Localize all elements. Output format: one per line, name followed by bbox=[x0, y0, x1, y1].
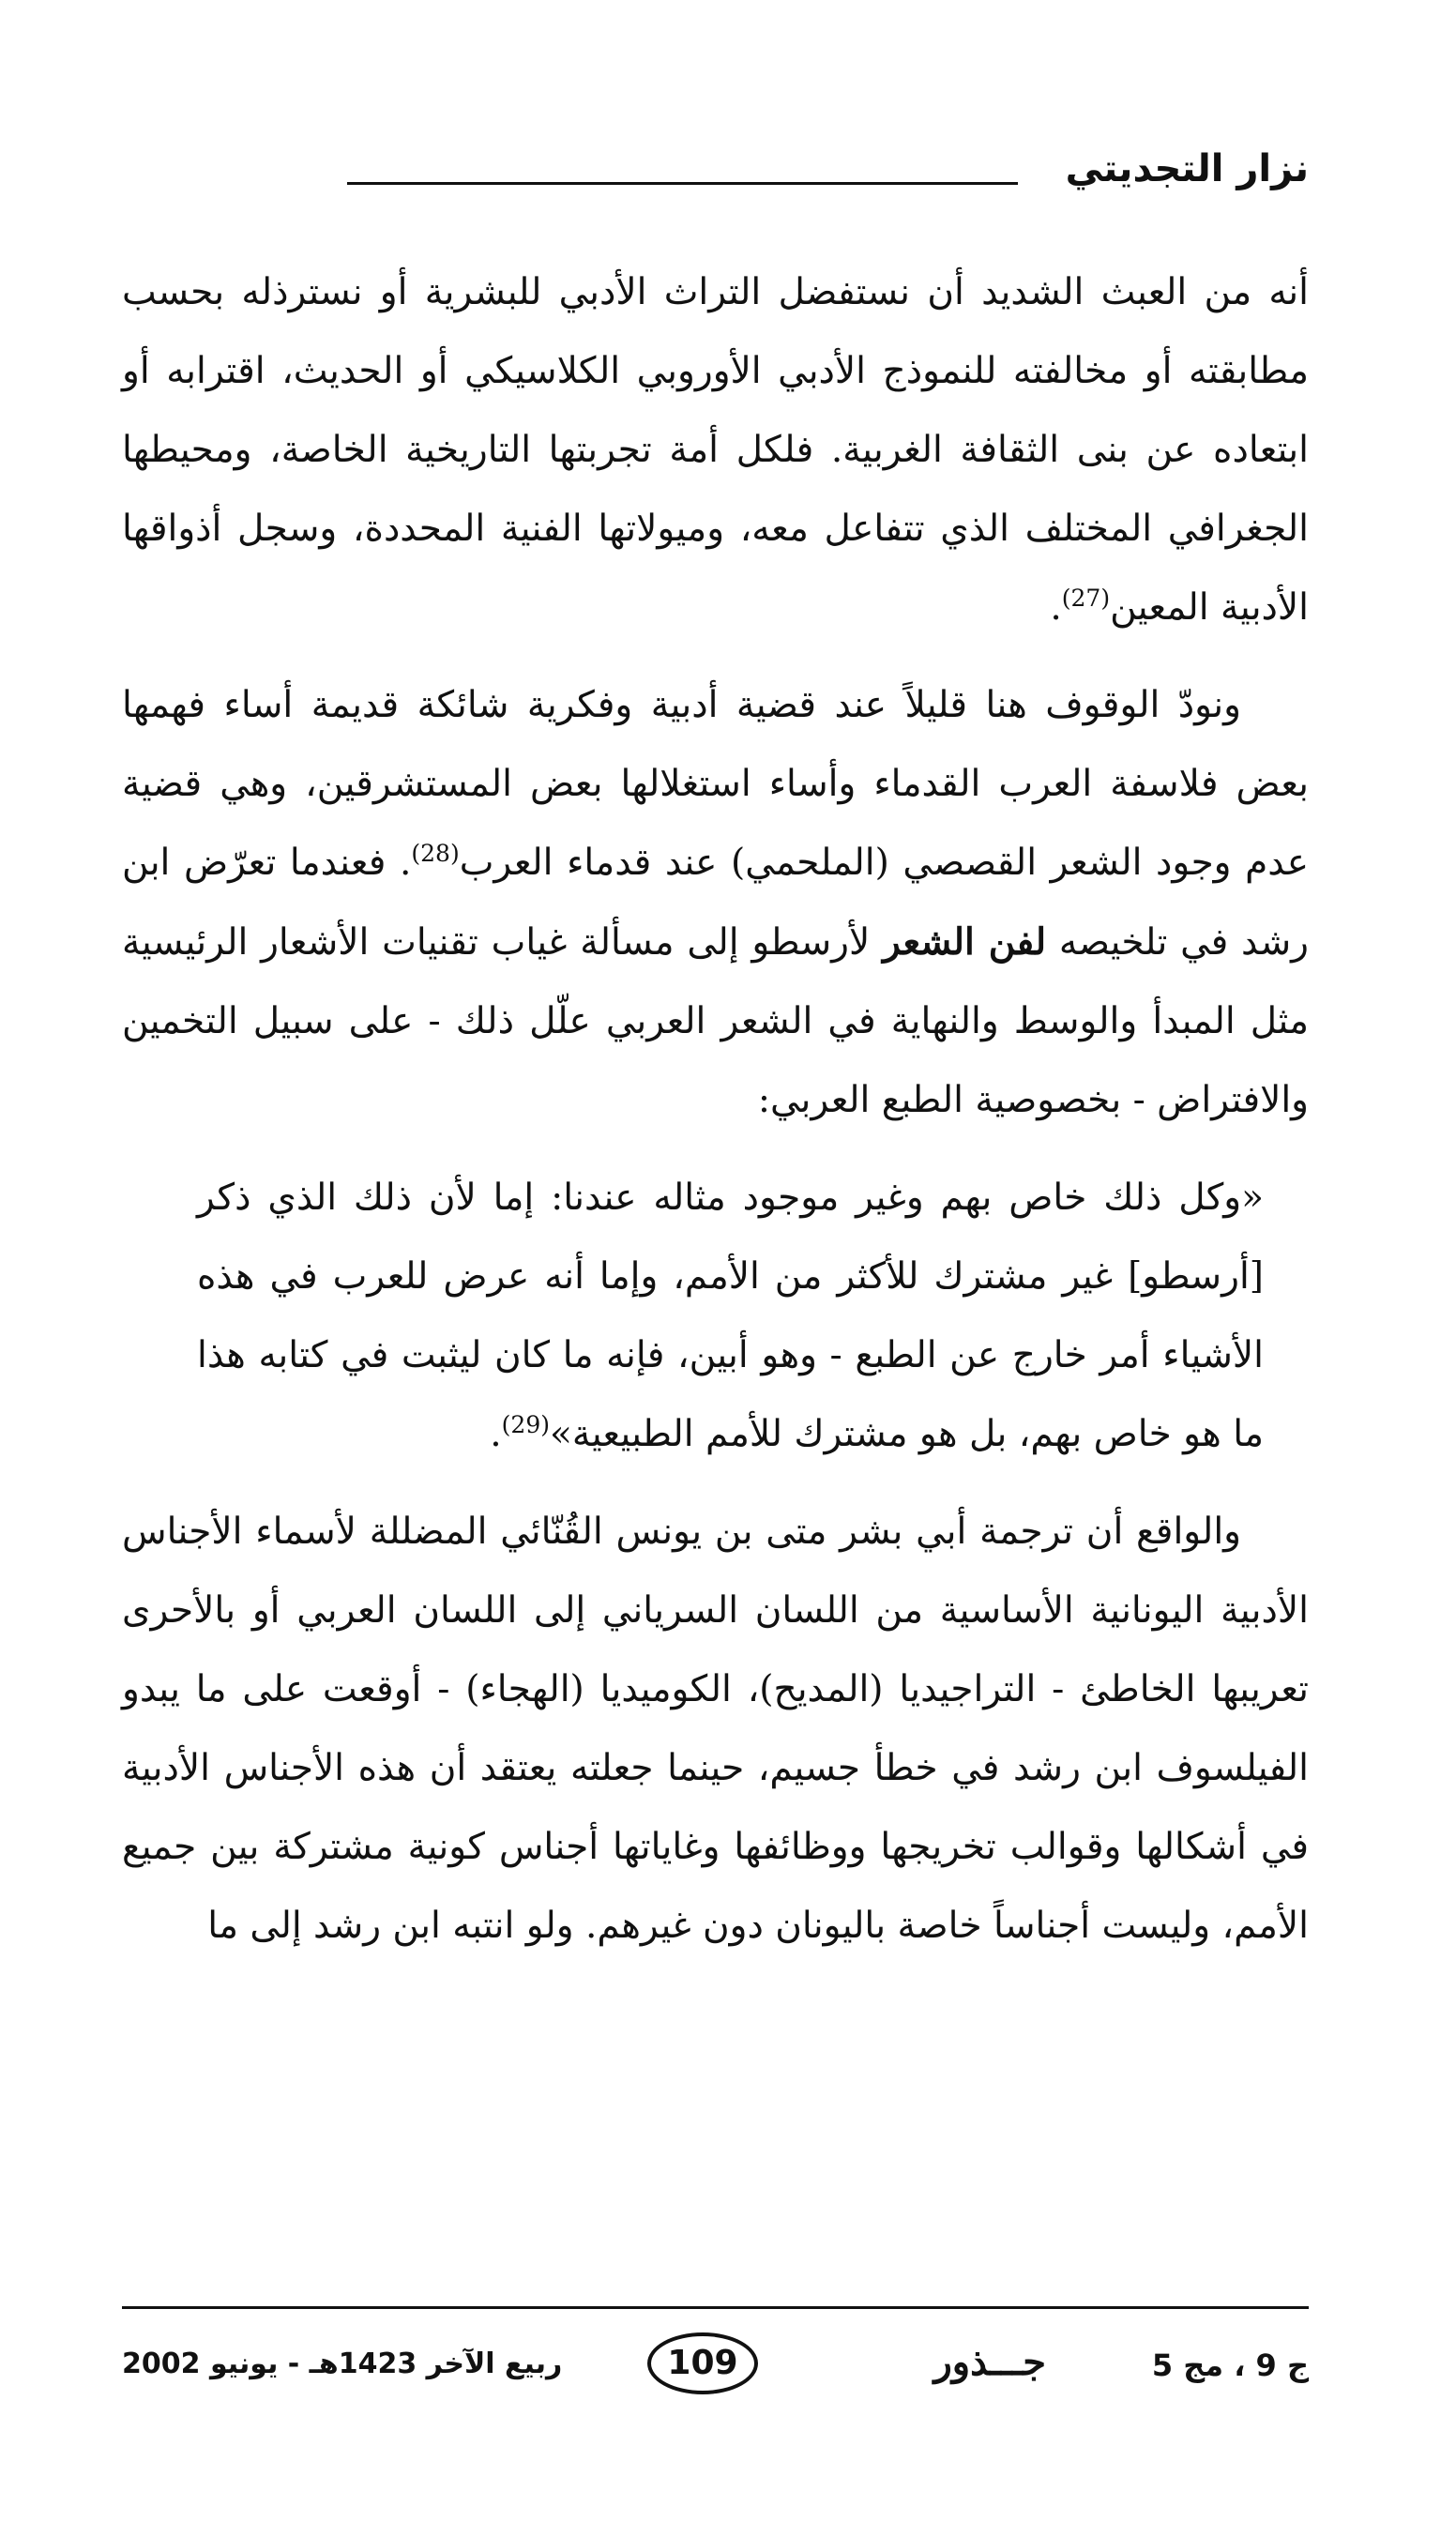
paragraph-3-text: والواقع أن ترجمة أبي بشر متى بن يونس القُنّائي المضللة لأسماء الأجناس الأدبية اليونانية الأساسية من اللسان السرياني إلى اللسان العربي أو بالأحرى تعريبها الخاطئ - التراجيديا (المديح)، الكوميديا (الهجاء) - أوقعت على ما يبدو الفيلسوف ابن رشد في خطأ جسيم، حينما جعلته يعتقد أن هذه الأجناس الأدبية في أشكالها وقوالب تخريجها ووظائفها وغاياتها أجناس كونية مشتركة بين جميع الأمم، وليست أجناساً خاصة باليونان دون غيرهم. ولو انتبه ابن رشد إلى ما bbox=[122, 1511, 1309, 1947]
paragraph-2-middle: . فعندما تعرّض ابن رشد في تلخيصه bbox=[122, 842, 1309, 964]
paragraph-2 bbox=[122, 666, 1309, 1140]
block-quote bbox=[122, 1159, 1309, 1474]
paragraph-2-after: لأرسطو إلى مسألة غياب تقنيات الأشعار الرئيسية مثل المبدأ والوسط والنهاية في الشعر العربي علّل ذلك - على سبيل التخمين والافتراض - بخصوصية الطبع العربي: bbox=[122, 921, 1309, 1121]
paragraph-1 bbox=[122, 253, 1309, 647]
footnote-ref-28: (28) bbox=[411, 840, 460, 867]
quote-end: . bbox=[490, 1413, 502, 1455]
page-number: 109 bbox=[647, 2332, 758, 2394]
paragraph-1-text: أنه من العبث الشديد أن نستفضل التراث الأدبي للبشرية أو نسترذله بحسب مطابقته أو مخالفته للنموذج الأدبي الأوروبي الكلاسيكي أو الحديث، اقترابه أو ابتعاده عن بنى الثقافة الغربية. فلكل أمة تجربتها التاريخية الخاصة، ومحيطها الجغرافي المختلف الذي تتفاعل معه، وميولاتها الفنية المحددة، وسجل أذواقها الأدبية المعين bbox=[122, 271, 1310, 629]
body-text bbox=[122, 253, 1309, 1984]
footnote-ref-27: (27) bbox=[1061, 585, 1111, 612]
header-author: نزار التجديتي bbox=[1065, 147, 1309, 190]
footer-volume: ج 9 ، مج 5 bbox=[1151, 2347, 1309, 2383]
running-header bbox=[122, 141, 1309, 216]
paragraph-2-before: ونودّ الوقوف هنا قليلاً عند قضية أدبية وفكرية شائكة قديمة أساء فهمها بعض فلاسفة العرب القدماء وأساء استغلالها بعض المستشرقين، وهي قضية عدم وجود الشعر القصصي (الملحمي) عند قدماء العرب bbox=[122, 684, 1309, 884]
footer-rule bbox=[122, 2306, 1309, 2309]
paragraph-3 bbox=[122, 1493, 1309, 1966]
quote-text: «وكل ذلك خاص بهم وغير موجود مثاله عندنا: إما لأن ذلك الذي ذكر [أرسطو] غير مشترك للأكثر من الأمم، وإما أنه عرض للعرب في هذه الأشياء أمر خارج عن الطبع - وهو أبين، فإنه ما كان ليثبت في كتابه هذا ما هو خاص بهم، بل هو مشترك للأمم الطبيعية» bbox=[197, 1177, 1264, 1455]
footer-date: ربيع الآخر 1423هـ - يونيو 2002 bbox=[122, 2347, 563, 2380]
paragraph-1-end: . bbox=[1050, 586, 1062, 629]
footer-journal-name: جـــذور bbox=[933, 2340, 1046, 2384]
footnote-ref-29: (29) bbox=[501, 1411, 550, 1438]
header-rule bbox=[347, 182, 1018, 185]
book-title-bold: لفن الشعر bbox=[882, 920, 1047, 964]
